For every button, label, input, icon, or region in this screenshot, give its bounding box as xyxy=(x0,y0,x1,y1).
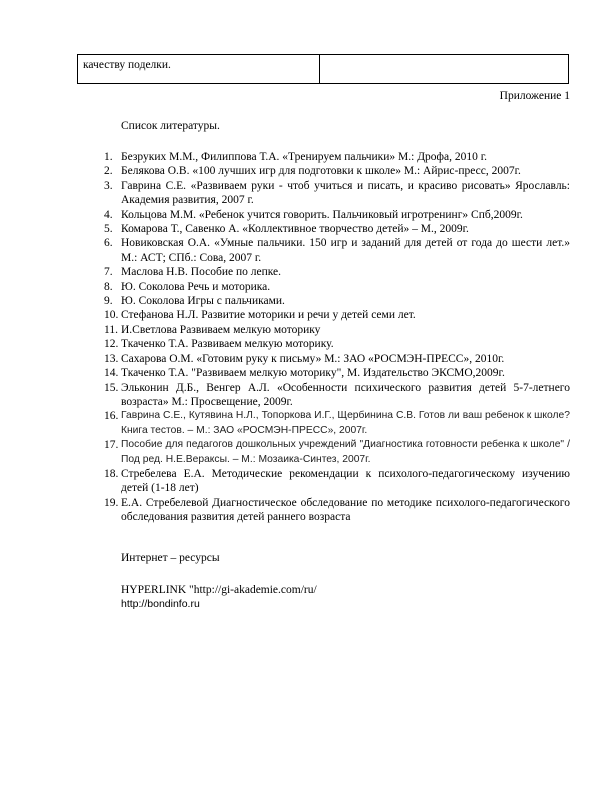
list-item xyxy=(104,438,570,467)
list-item-text: Эльконин Д.Б., Венгер А.Л. «Особенности психического развития детей 5-7-летнего возраста» М.: Просвещение, 2009г. xyxy=(121,381,570,408)
list-item-text: Комарова Т., Савенко А. «Коллективное творчество детей» – М., 2009г. xyxy=(121,223,469,236)
list-item xyxy=(104,179,570,208)
list-item-number: 17. xyxy=(104,439,119,452)
list-item xyxy=(104,265,570,279)
list-item-number: 7. xyxy=(104,266,113,279)
list-item-number: 11. xyxy=(104,323,118,336)
list-item-text: Сахарова О.М. «Готовим руку к письму» М.: ЗАО «РОСМЭН-ПРЕСС», 2010г. xyxy=(121,352,505,365)
list-item-text: Гаврина С.Е. «Развиваем руки - чтоб учиться и писать, и красиво рисовать» Ярославль: Академия развития, 2007 г. xyxy=(121,179,570,207)
list-item-number: 8. xyxy=(104,280,113,293)
list-item-number: 10. xyxy=(104,309,119,322)
list-item-number: 13. xyxy=(104,352,119,365)
internet-link-2[interactable]: http://bondinfo.ru xyxy=(121,598,200,610)
list-item xyxy=(104,352,570,366)
list-item xyxy=(104,409,570,438)
list-item-text: Гаврина С.Е., Кутявина Н.Л., Топоркова И.Г., Щербинина С.В. Готов ли ваш ребенок к школе? Книга тестов. – М.: ЗАО «РОСМЭН-ПРЕСС», 2007г. xyxy=(121,410,570,436)
list-item-number: 18. xyxy=(104,467,119,480)
list-item-text: Е.А. Стребелевой Диагностическое обследование по методике психолого-педагогического обследования развития детей раннего возраста xyxy=(121,496,570,524)
table-cell-right xyxy=(320,55,568,83)
list-item-number: 5. xyxy=(104,223,113,236)
references-list xyxy=(104,150,570,525)
list-item xyxy=(104,337,570,351)
list-item xyxy=(104,467,570,496)
internet-resources-title: Интернет – ресурсы xyxy=(121,552,220,564)
list-item-number: 2. xyxy=(104,165,113,178)
list-item-text: Пособие для педагогов дошкольных учреждений "Диагностика готовности ребенка к школе" / Под ред. Н.Е.Вераксы. – М.: Мозаика-Синтез, 2007г. xyxy=(121,439,570,465)
list-item xyxy=(104,294,570,308)
list-item xyxy=(104,496,570,525)
list-item xyxy=(104,222,570,236)
list-item-text: Стребелева Е.А. Методические рекомендации к психолого-педагогическому изучению детей (1-18 лет) xyxy=(121,467,570,495)
list-item-text: Маслова Н.В. Пособие по лепке. xyxy=(121,266,282,279)
internet-link-1[interactable]: HYPERLINK "http://gi-akademie.com/ru/ xyxy=(121,584,317,596)
references-title: Список литературы. xyxy=(121,120,220,132)
list-item-number: 1. xyxy=(104,151,113,163)
list-item-number: 9. xyxy=(104,295,113,308)
list-item xyxy=(104,381,570,410)
list-item-number: 12. xyxy=(104,338,119,351)
table-fragment xyxy=(77,54,569,84)
list-item-text: Ткаченко Т.А. "Развиваем мелкую моторику", М. Издательство ЭКСМО,2009г. xyxy=(121,367,505,380)
list-item-number: 4. xyxy=(104,208,113,221)
list-item-text: Белякова О.В. «100 лучших игр для подготовки к школе» М.: Айрис-пресс, 2007г. xyxy=(121,165,521,178)
list-item-number: 14. xyxy=(104,367,119,380)
list-item-text: Кольцова М.М. «Ребенок учится говорить. Пальчиковый игротренинг» Спб,2009г. xyxy=(121,208,523,221)
list-item-text: Ткаченко Т.А. Развиваем мелкую моторику. xyxy=(121,338,334,351)
list-item-number: 19. xyxy=(104,496,119,509)
list-item-number: 16. xyxy=(104,410,119,423)
list-item xyxy=(104,150,570,164)
list-item-text: Ю. Соколова Речь и моторика. xyxy=(121,280,271,293)
list-item xyxy=(104,366,570,380)
list-item-number: 3. xyxy=(104,179,113,192)
appendix-label: Приложение 1 xyxy=(499,90,570,102)
list-item-text: Ю. Соколова Игры с пальчиками. xyxy=(121,295,285,308)
list-item-text: Безруких М.М., Филиппова Т.А. «Тренируем пальчики» М.: Дрофа, 2010 г. xyxy=(121,151,488,163)
list-item xyxy=(104,308,570,322)
table-cell-left: качеству поделки. xyxy=(78,55,320,83)
list-item-text: Новиковская О.А. «Умные пальчики. 150 игр и заданий для детей от года до шести лет.» М.: АСТ; СПб.: Сова, 2007 г. xyxy=(121,237,570,264)
list-item-text: И.Светлова Развиваем мелкую моторику xyxy=(121,323,321,336)
list-item xyxy=(104,164,570,178)
list-item-number: 15. xyxy=(104,381,119,394)
list-item-text: Стефанова Н.Л. Развитие моторики и речи у детей семи лет. xyxy=(121,309,416,322)
list-item xyxy=(104,323,570,337)
list-item xyxy=(104,236,570,265)
list-item xyxy=(104,208,570,222)
list-item-number: 6. xyxy=(104,237,113,250)
list-item xyxy=(104,280,570,294)
